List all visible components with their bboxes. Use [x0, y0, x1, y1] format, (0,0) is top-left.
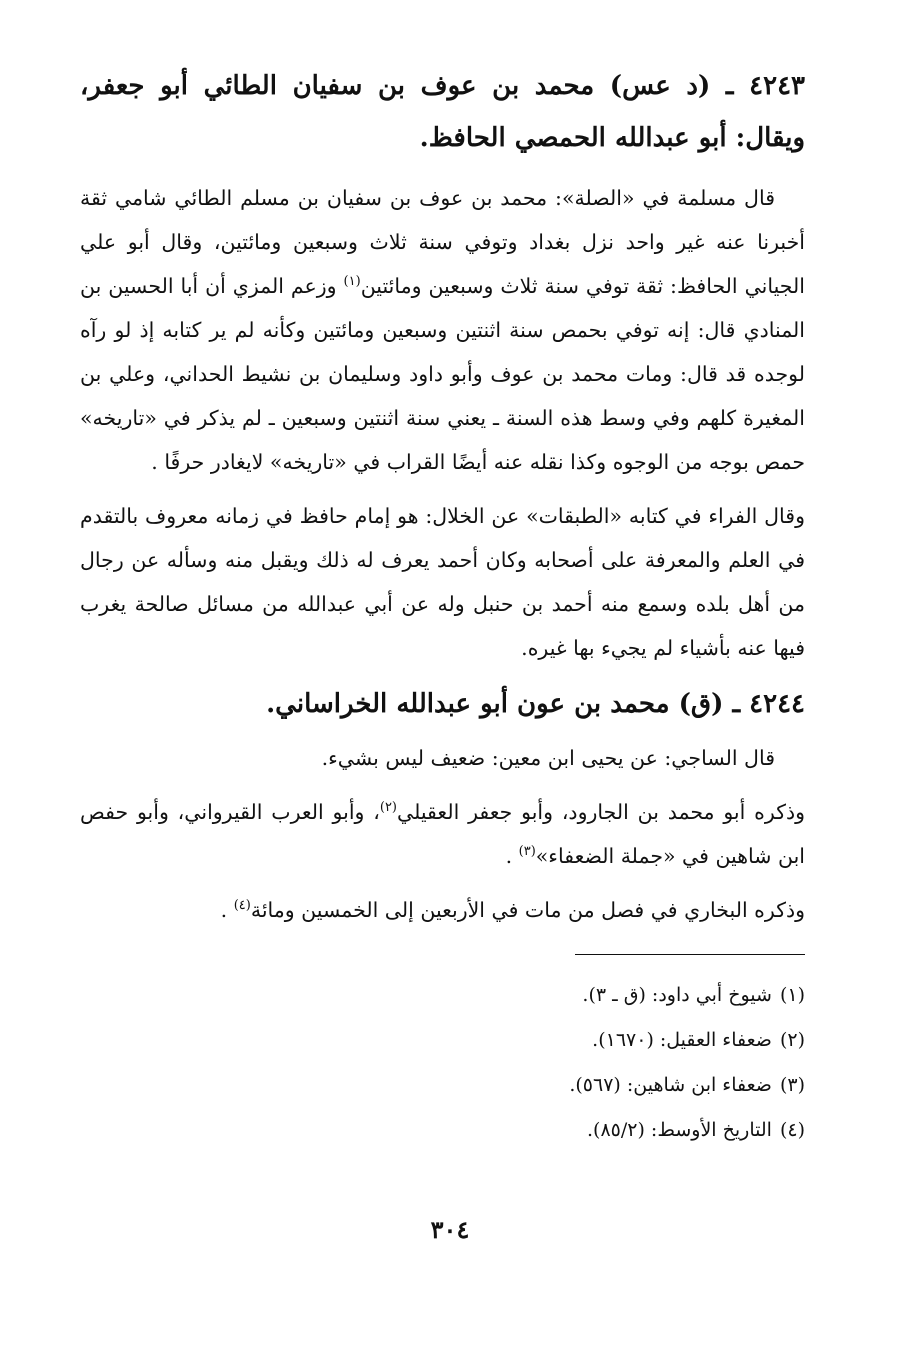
footnote-number: (١) [779, 984, 805, 1006]
footnote-text: التاريخ الأوسط: (٨٥/٢). [586, 1119, 772, 1141]
footnote-3 [80, 1063, 805, 1108]
entry-title-4243: ٤٢٤٣ ـ (د عس) محمد بن عوف بن سفيان الطائي أبو جعفر، ويقال: أبو عبدالله الحمصي الحافظ. [80, 71, 805, 153]
page-number: ٣٠٤ [430, 1215, 470, 1244]
footnote-2 [80, 1018, 805, 1063]
entry-title-4244: ٤٢٤٤ ـ (ق) محمد بن عون أبو عبدالله الخراساني. [266, 689, 805, 719]
page-body [80, 60, 805, 1153]
text-segment: وزعم المزي أن أبا الحسين بن المنادي قال: إنه توفي بحمص سنة اثنتين وسبعين ومائتين وكأنه لم ير كتابه إذ لو رآه لوجده قد قال: ومات محمد بن عوف وأبو داود وسليمان بن نشيط الحداني، وعلي بن المغيرة كلهم وفي وسط هذه السنة ـ يعني سنة اثنتين وسبعين ـ لم يذكر في «تاريخه» حمص بوجه من الوجوه وكذا نقله عنه أيضًا القراب في «تاريخه» لايغادر حرفًا . [80, 274, 805, 474]
footnote-number: (٣) [779, 1074, 805, 1096]
footnotes-list [80, 973, 805, 1153]
footnote-text: ضعفاء ابن شاهين: (٥٦٧). [569, 1074, 772, 1096]
footnote-text: ضعفاء العقيل: (١٦٧٠). [592, 1029, 772, 1051]
text-segment: . [220, 898, 234, 922]
entry-4244-paragraph-2 [80, 790, 805, 878]
text-segment: ، وأبو العرب القيرواني، وأبو حفص ابن شاهين في «جملة الضعفاء» [80, 800, 805, 868]
footnote-ref-2[interactable]: (٢) [379, 800, 397, 816]
footnote-ref-4[interactable]: (٤) [233, 898, 251, 914]
text-segment: قال مسلمة في «الصلة»: محمد بن عوف بن سفيان بن مسلم الطائي شامي ثقة أخبرنا عنه غير واحد نزل بغداد وتوفي سنة ثلاث وسبعين ومائتين، وقال أبو علي الجياني الحافظ: ثقة توفي سنة ثلاث وسبعين ومائتين [80, 186, 805, 298]
footnote-separator [575, 954, 805, 955]
text-segment: وذكره البخاري في فصل من مات في الأربعين إلى الخمسين ومائة [250, 898, 805, 922]
footnote-ref-1[interactable]: (١) [343, 274, 361, 290]
text-segment: وذكره أبو محمد بن الجارود، وأبو جعفر العقيلي [397, 800, 805, 824]
footnote-number: (٢) [779, 1029, 805, 1051]
text-segment: . [505, 844, 519, 868]
footnote-ref-3[interactable]: (٣) [518, 844, 536, 860]
entry-4244-paragraph-1: قال الساجي: عن يحيى ابن معين: ضعيف ليس بشيء. [321, 746, 775, 770]
footnote-text: شيوخ أبي داود: (ق ـ ٣). [582, 984, 772, 1006]
entry-4244-paragraph-3 [80, 888, 805, 932]
footnote-4 [80, 1108, 805, 1153]
footnote-number: (٤) [779, 1119, 805, 1141]
entry-4243-paragraph-2: وقال الفراء في كتابه «الطبقات» عن الخلال: هو إمام حافظ في زمانه معروف بالتقدم في العلم والمعرفة على أصحابه وكان أحمد يعرف له ذلك ويقبل منه وسأله عن رجال من أهل بلده وسمع منه أحمد بن حنبل وله عن أبي عبدالله من مسائل صالحة يغرب فيها عنه بأشياء لم يجيء بها غيره. [80, 504, 805, 660]
footnote-1 [80, 973, 805, 1018]
entry-4243-paragraph-1 [80, 176, 805, 484]
